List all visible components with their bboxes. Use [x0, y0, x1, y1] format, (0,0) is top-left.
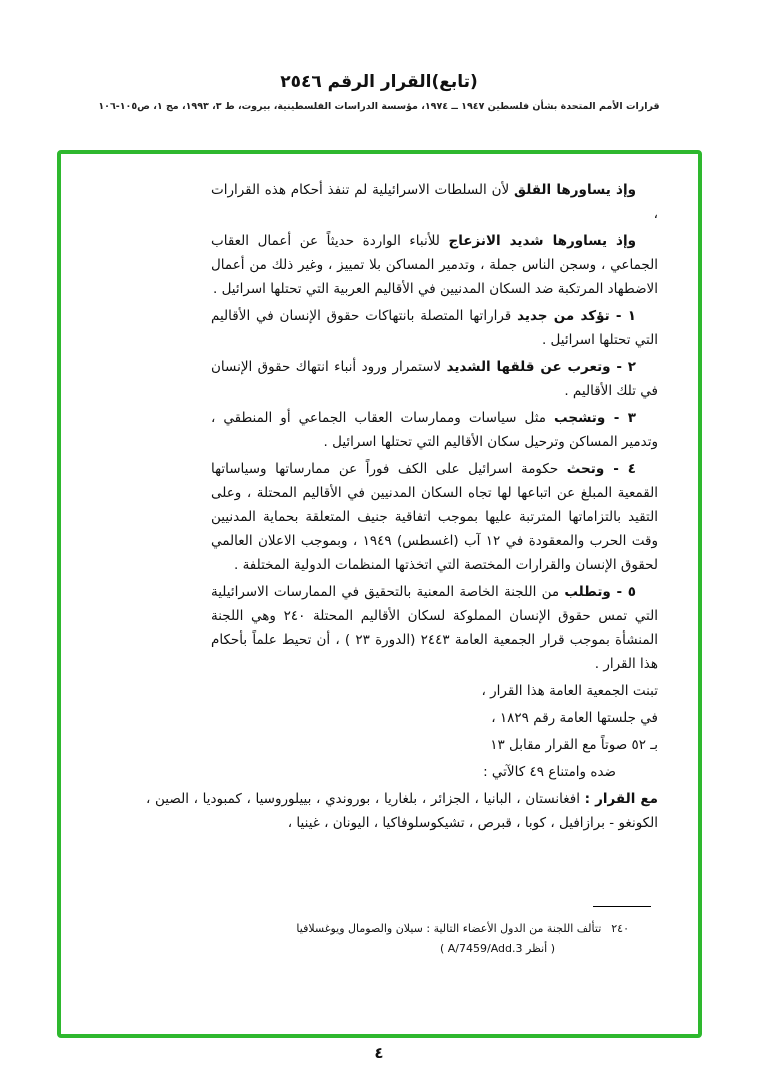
- paragraph: [211, 355, 658, 403]
- content-frame: [57, 150, 702, 1038]
- footnote-divider: [593, 906, 651, 907]
- adoption-line: [211, 679, 658, 703]
- paragraph: [211, 457, 658, 577]
- footnote-text: [106, 919, 653, 939]
- paragraph: [211, 580, 658, 676]
- paragraph-lead: ٤ - وتحث: [566, 461, 637, 477]
- paragraph-body: افغانستان ، البانيا ، الجزائر ، بلغاريا ، بوروندي ، بييلوروسيا ، كمبوديا ، الصين ، الكونغو - برازافيل ، كوبا ، قبرص ، تشيكوسلوفاكيا ، اليونان ، غينيا ،: [146, 791, 658, 831]
- paragraph-lead: ٣ - وتشجب: [554, 410, 636, 426]
- footnote-number: ٢٤٠: [611, 922, 629, 935]
- footnote-reference: ( أنظر A/7459/Add.3 ): [439, 942, 555, 955]
- paragraph-lead: ٥ - وتطلب: [564, 584, 636, 600]
- paragraph-body: من اللجنة الخاصة المعنية بالتحقيق في الممارسات الاسرائيلية التي تمس حقوق الإنسان المملوكة لسكان الأقاليم المحتلة ٢٤٠ وهي اللجنة المنشأة بموجب قرار الجمعية العامة ٢٤٤٣ (الدورة ٢٣ ) ، أن تحيط علماً بأحكام هذا القرار .: [211, 584, 659, 672]
- paragraph-body: قراراتها المتصلة بانتهاكات حقوق الإنسان في الأقاليم التي تحتلها اسرائيل .: [211, 308, 658, 348]
- paragraph-body: لأن السلطات الاسرائيلية لم تنفذ أحكام هذه القرارات ،: [211, 182, 658, 222]
- footnote: [106, 906, 653, 959]
- paragraph-body: ضده وامتناع ٤٩ كالآتي :: [483, 764, 616, 780]
- paragraph-body: تبنت الجمعية العامة هذا القرار ،: [481, 683, 658, 699]
- source-citation: قرارات الأمم المتحدة بشأن فلسطين ١٩٤٧ ــ ١٩٧٤، مؤسسة الدراسات الفلسطينية، بيروت، ط ٣، ١٩٩٣، مج ١، ص١٠٥-١٠٦: [98, 101, 660, 112]
- paragraph-lead: وإذ يساورها القلق: [514, 182, 636, 198]
- paragraph-body: للأنباء الواردة حديثاً عن أعمال العقاب الجماعي ، وسجن الناس جملة ، وتدمير المساكن بلا تمييز ، وغير ذلك من أعمال الاضطهاد المرتكبة ضد السكان المدنيين في الأقاليم العربية التي تحتلها اسرائيل .: [211, 233, 658, 297]
- paragraph: [211, 229, 658, 301]
- page-number: ٤: [374, 1044, 384, 1062]
- paragraph: [211, 406, 658, 454]
- vote-list: [146, 787, 658, 835]
- paragraph-body: في جلستها العامة رقم ١٨٢٩ ،: [491, 710, 658, 726]
- page-title: (تابع)القرار الرقم ٢٥٤٦: [280, 72, 478, 92]
- paragraph-lead: ٢ - وتعرب عن قلقها الشديد: [446, 359, 637, 375]
- paragraph-body: مثل سياسات وممارسات العقاب الجماعي أو المنطقي ، وتدمير المساكن وترحيل سكان الأقاليم التي تحتلها اسرائيل .: [211, 410, 658, 450]
- paragraph-lead: مع القرار :: [584, 791, 658, 807]
- resolution-text: [61, 154, 698, 835]
- adoption-line: [211, 760, 658, 784]
- paragraph: [211, 178, 658, 226]
- paragraph-lead: وإذ يساورها شديد الانزعاج: [448, 233, 636, 249]
- page-header: [0, 72, 758, 112]
- paragraph-body: بـ ٥٢ صوتاً مع القرار مقابل ١٣: [490, 737, 658, 753]
- paragraph-body: لاستمرار ورود أنباء انتهاك حقوق الإنسان في تلك الأقاليم .: [211, 359, 658, 399]
- footnote-body: تتألف اللجنة من الدول الأعضاء التالية : سيلان والصومال ويوغسلافيا: [296, 922, 602, 935]
- paragraph: [211, 304, 658, 352]
- paragraph-body: حكومة اسرائيل على الكف فوراً عن ممارساتها وسياساتها القمعية المبلغ عن اتباعها لها تجاه السكان المدنيين في الأقاليم المحتلة ، وعلى التقيد بالتزاماتها المترتبة عليها بموجب اتفاقية جنيف المتعلقة بحماية المدنيين وقت الحرب والمعقودة في ١٢ آب (اغسطس) ١٩٤٩ ، وبموجب الاعلان العالمي لحقوق الإنسان والقرارات المختصة التي اتخذتها المنظمات الدولية المختلفة .: [211, 461, 658, 573]
- adoption-line: [211, 733, 658, 757]
- adoption-line: [211, 706, 658, 730]
- paragraph-lead: ١ - تؤكد من جديد: [517, 308, 636, 324]
